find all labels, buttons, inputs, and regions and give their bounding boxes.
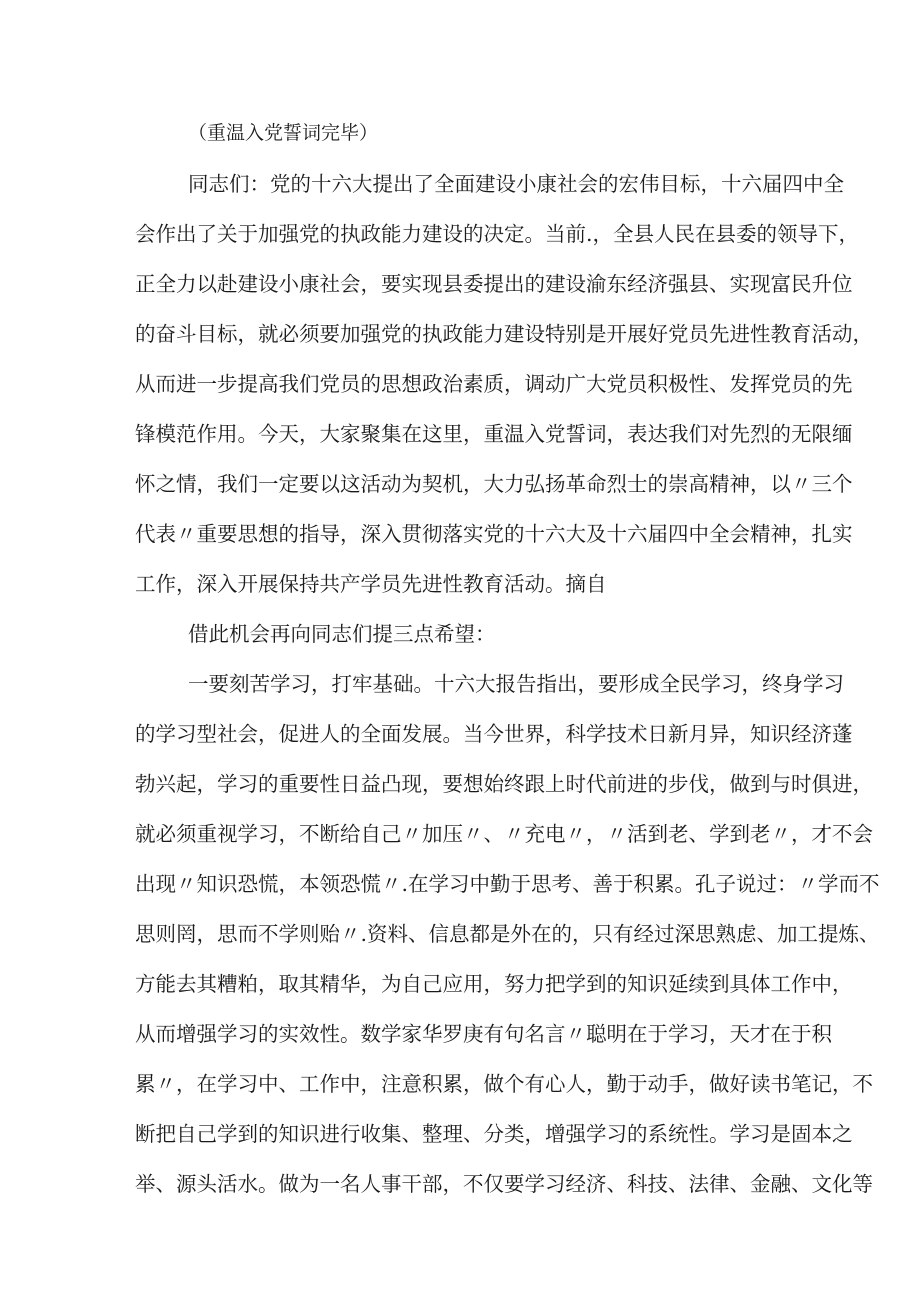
text-line: （重温入党誓词完毕） — [188, 122, 379, 144]
text-line: 就必须重视学习，不断给自己〃加压〃、〃充电〃，〃活到老、学到老〃，才不会 — [135, 822, 873, 846]
text-line: 的学习型社会，促进人的全面发展。当今世界，科学技术日新月异，知识经济蓬 — [135, 722, 853, 746]
text-line: 方能去其糟粕，取其精华，为自己应用，努力把学到的知识延续到具体工作中， — [135, 972, 853, 996]
text-line: 思则罔，思而不学则贻〃.资料、信息都是外在的，只有经过深思熟虑、加工提炼、 — [135, 922, 880, 946]
text-line: 的奋斗目标，就必须要加强党的执政能力建设特别是开展好党员先进性教育活动， — [135, 322, 873, 346]
text-line: 锋模范作用。今天，大家聚集在这里，重温入党誓词，表达我们对先烈的无限缅 — [135, 422, 853, 446]
text-line: 工作，深入开展保持共产学员先进性教育活动。摘自 — [135, 572, 607, 596]
text-line: 正全力以赴建设小康社会，要实现县委提出的建设渝东经济强县、实现富民升位 — [135, 272, 853, 296]
text-line: 会作出了关于加强党的执政能力建设的决定。当前.，全县人民在县委的领导下， — [135, 222, 860, 246]
text-line: 代表〃重要思想的指导，深入贯彻落实党的十六大及十六届四中全会精神，扎实 — [135, 522, 853, 546]
text-line: 一要刻苦学习，打牢基础。十六大报告指出，要形成全民学习，终身学习 — [188, 672, 844, 696]
text-line: 同志们：党的十六大提出了全面建设小康社会的宏伟目标，十六届四中全 — [188, 172, 844, 196]
text-line: 出现〃知识恐慌，本领恐慌〃.在学习中勤于思考、善于积累。孔子说过：〃学而不 — [135, 872, 880, 896]
text-line: 举、源头活水。做为一名人事干部，不仅要学习经济、科技、法律、金融、文化等 — [135, 1172, 873, 1196]
text-line: 断把自己学到的知识进行收集、整理、分类，增强学习的系统性。学习是固本之 — [135, 1122, 853, 1146]
text-line: 累〃，在学习中、工作中，注意积累，做个有心人，勤于动手，做好读书笔记，不 — [135, 1072, 873, 1096]
text-line: 从而进一步提高我们党员的思想政治素质，调动广大党员积极性、发挥党员的先 — [135, 372, 853, 396]
text-line: 借此机会再向同志们提三点希望： — [188, 622, 496, 646]
text-line: 怀之情，我们一定要以这活动为契机，大力弘扬革命烈士的崇高精神，以〃三个 — [135, 472, 853, 496]
text-line: 勃兴起，学习的重要性日益凸现，要想始终跟上时代前进的步伐，做到与时俱进， — [135, 772, 873, 796]
text-line: 从而增强学习的实效性。数学家华罗庚有句名言〃聪明在于学习，天才在于积 — [135, 1022, 832, 1046]
